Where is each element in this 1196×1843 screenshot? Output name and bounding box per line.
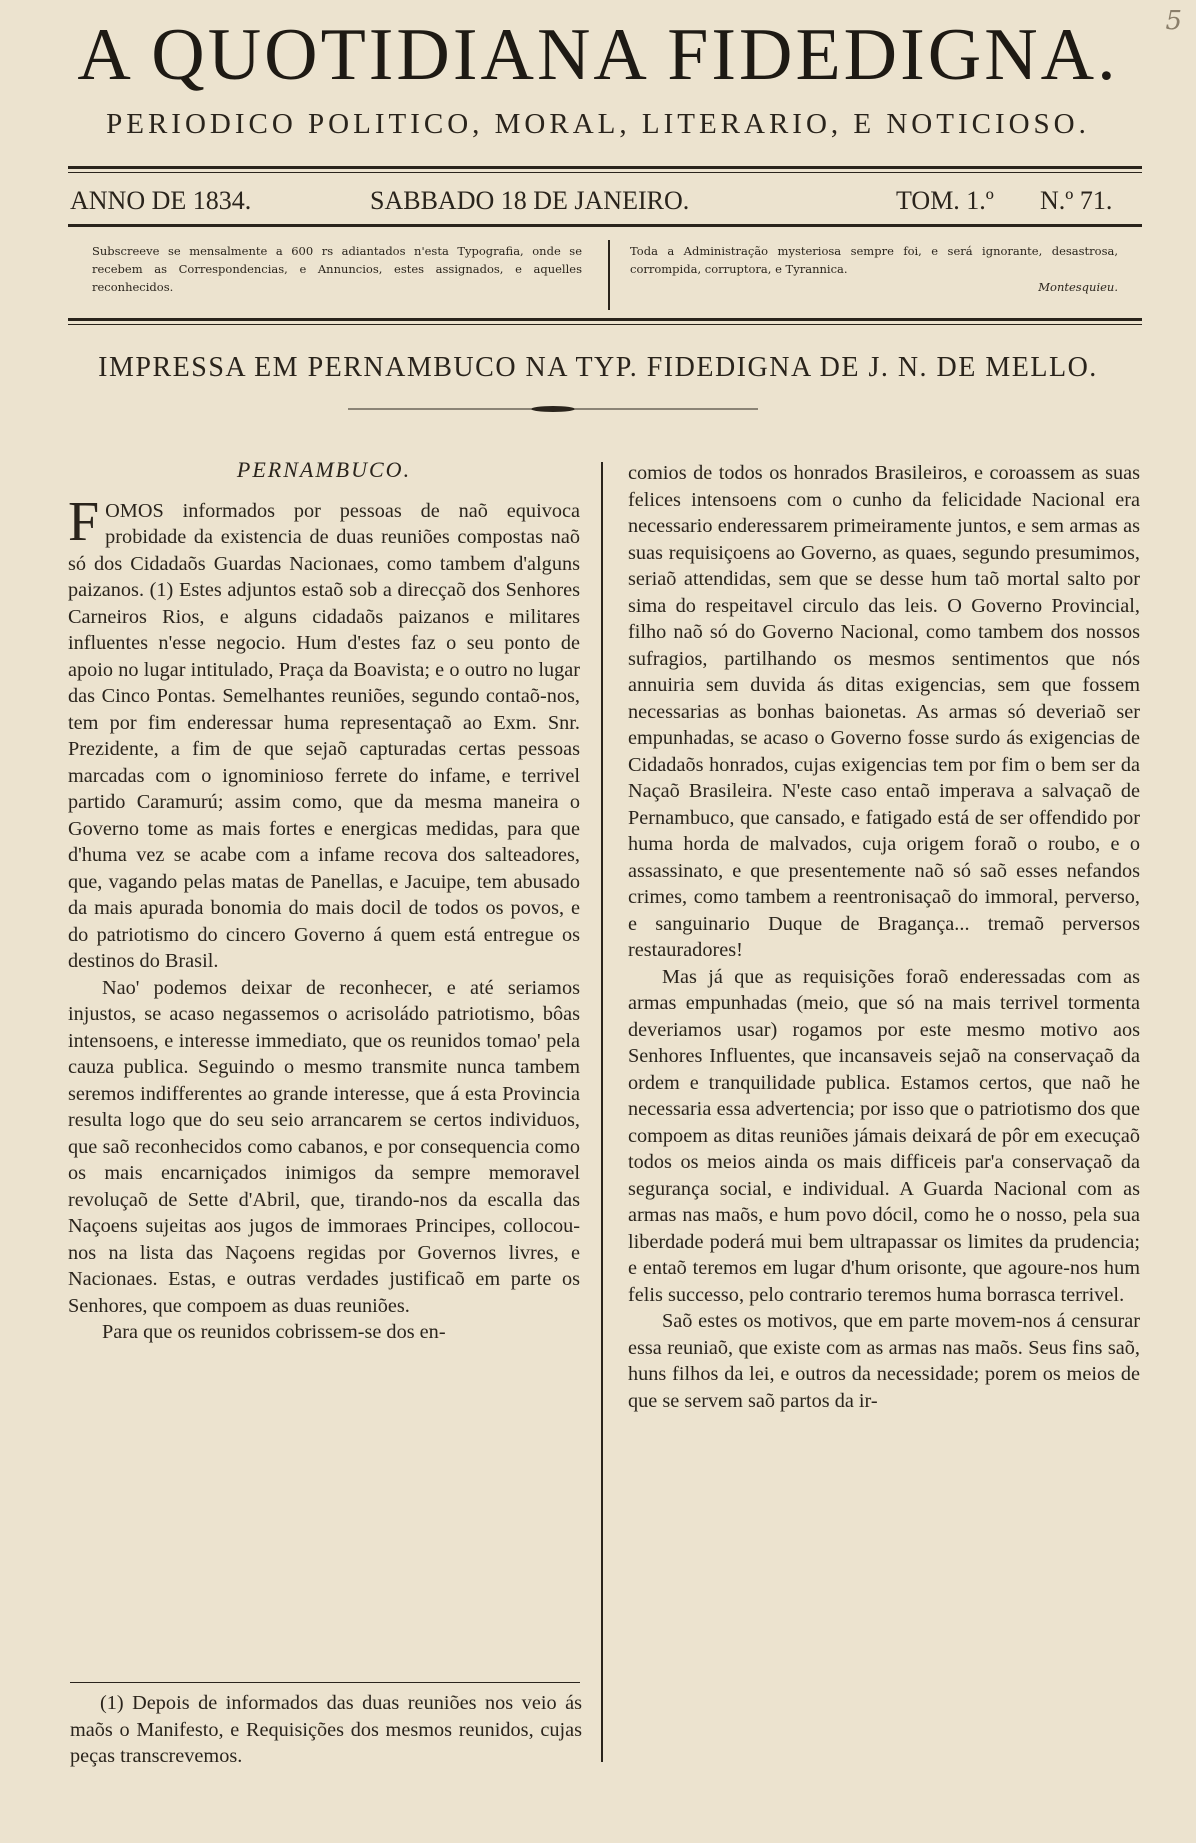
footnote-rule xyxy=(70,1682,580,1683)
article-column-left xyxy=(68,457,580,1346)
masthead-subtitle: PERIODICO POLITICO, MORAL, LITERARIO, E NOTICIOSO. xyxy=(106,108,1090,140)
issue-volume: TOM. 1.º xyxy=(896,186,994,215)
dateline xyxy=(70,186,1136,220)
masthead-title: A QUOTIDIANA FIDEDIGNA. xyxy=(77,14,1119,96)
masthead-rule-top-thin xyxy=(68,172,1142,173)
article-paragraph-2: Nao' podemos deixar de reconhecer, e até seriamos injustos, se acaso negassemos o acrisoládo patriotismo, bôas intensoens, e interesse immediato, que os reunidos tomao' pela cauza publica. Seguindo o mesmo transmite nunca tambem seremos indifferentes ao grande interesse, que á esta Provincia resulta logo que do seu seio arrancarem se certos individuos, que saõ reconhecidos como cabanos, e por consequencia como os mais encarniçados inimigos da sempre memoravel revoluçaõ de Sette d'Abril, que, tirando-nos da escalla das Naçoens sujeitas aos jugos de immoraes Principes, collocou-nos na lista das Naçoens regidas por Governos livres, e Nacionaes. Estas, e outras verdades justificaõ em parte os Senhores, que compoem as duas reuniões. xyxy=(68,976,580,1317)
article-paragraph-3: Para que os reunidos cobrissem-se dos en- xyxy=(102,1321,446,1343)
footnote xyxy=(70,1690,582,1770)
dateline-rule xyxy=(68,224,1142,227)
issue-year: ANNO DE 1834. xyxy=(70,186,252,215)
corner-mark: 5 xyxy=(1165,6,1182,36)
notice-rule xyxy=(68,318,1142,321)
imprint-line: IMPRESSA EM PERNAMBUCO NA TYP. FIDEDIGNA DE J. N. DE MELLO. xyxy=(98,352,1098,383)
epigraph xyxy=(630,242,1118,296)
column-divider xyxy=(601,462,603,1762)
notice-rule-thin xyxy=(68,324,1142,325)
footnote-text: (1) Depois de informados das duas reuniões nos veio ás maõs o Manifesto, e Requisições dos mesmos reunidos, cujas peças transcrevemos. xyxy=(70,1692,582,1767)
ornament-divider xyxy=(348,406,758,412)
issue-date: SABBADO 18 DE JANEIRO. xyxy=(370,186,690,215)
article-paragraph-1 xyxy=(68,490,580,975)
masthead-rule-top xyxy=(68,166,1142,169)
issue-number: N.º 71. xyxy=(1040,186,1113,215)
article-paragraph-6: Saõ estes os motivos, que em parte movem-nos á censurar essa reuniaõ, que existe com as armas nas maõs. Seus fins saõ, huns filhos da lei, e outros da necessidade; porem os meios de que se servem saõ partos da ir- xyxy=(628,1310,1140,1412)
epigraph-signature: Montesquieu. xyxy=(1038,280,1118,294)
subscription-notice: Subscreeve se mensalmente a 600 rs adiantados n'esta Typografia, onde se recebem as Correspondencias, e Annuncios, estes assignados, e aquelles reconhecidos. xyxy=(92,244,582,294)
article-paragraph-4: comios de todos os honrados Brasileiros, e coroassem as suas felices intensoens com o cunho da felicidade Nacional era necessario enderessarem primeiramente juntos, e sem armas as suas requisiçoens ao Governo, as quaes, segundo presumimos, seriaõ attendidas, sem que se desse hum taõ mortal salto por sima do respeitavel circulo das leis. O Governo Provincial, filho naõ só do Governo Nacional, como tambem dos nossos sufragios, partilhando os mesmos sentimentos que nós annuiria sem duvida ás ditas exigencias, sem que fossem necessarias as bonhas baionetas. As armas só deveriaõ ser empunhadas, se acaso o Governo fosse surdo ás exigencias de Cidadaõs honrados, cujas exigencias tem por fim o bem ser da Naçaõ Brasileira. N'este caso entaõ imperava a salvaçaõ de Pernambuco, que cansado, e fatigado está de ser offendido por huma horda de malvados, cuja origem foraõ o roubo, e o assassinato, e que presentemente naõ só saõ esses nefandos crimes, como tambem a reentronisaçaõ do immoral, perverso, e sanguinario Duque de Bragança... tremaõ perversos restauradores! xyxy=(628,462,1140,961)
article-paragraph-5: Mas já que as requisições foraõ enderessadas com as armas empunhadas (meio, que só na mais terrivel tormenta deveriamos usar) rogamos por este mesmo motivo aos Senhores Influentes, que incansaveis sejaõ na conservaçaõ da ordem e tranquilidade publica. Estamos certos, que naõ he necessaria essa advertencia; por isso que o patriotismo dos que compoem as ditas reuniões jámais deixará de pôr em execuçaõ todos os meios ainda os mais difficeis par'a conservaçaõ da segurança social, e individual. A Guarda Nacional com as armas nas maõs, e hum povo dócil, como he o nosso, pela sua liberdade poderá mui bem ultrapassar os limites da prudencia; e entaõ teremos em lugar d'hum orisonte, que agoure-nos hum felis successo, pelo contrario teremos huma borrasca terrivel. xyxy=(628,965,1140,1306)
section-title: PERNAMBUCO. xyxy=(236,457,412,482)
article-column-right xyxy=(628,460,1140,1414)
article-paragraph-1-text: OMOS informados por pessoas de naõ equivoca probidade da existencia de duas reuniões compostas naõ só dos Cidadaõs Guardas Nacionaes, como tambem d'alguns paizanos. (1) Estes adjuntos estaõ sob a direcçaõ dos Senhores Carneiros Rios, e alguns cidadaõs paizanos e militares influentes n'esse negocio. Hum d'estes faz o seu ponto de apoio no lugar intitulado, Praça da Boavista; e o outro no lugar das Cinco Pontas. Semelhantes reuniões, segundo contaõ-nos, tem por fim enderessar huma representaçaõ ao Exm. Snr. Prezidente, a fim de que sejaõ capturadas certas pessoas marcadas com o ignominioso ferrete do infame, e terrivel partido Caramurú; assim como, que da mesma maneira o Governo tome as mais fortes e energicas medidas, para que d'huma vez se acabe com a infame recova dos salteadores, que, vagando pelas matas de Panellas, e Jacuipe, tem abusado da mais apurada bonomia do mais docil de todos os povos, e do patriotismo do cincero Governo á quem está entregue os destinos do Brasil. xyxy=(68,499,580,972)
epigraph-text: Toda a Administração mysteriosa sempre foi, e será ignorante, desastrosa, corrompida, corruptora, e Tyrannica. xyxy=(630,244,1118,276)
drop-cap: F xyxy=(68,490,100,553)
notice-divider xyxy=(608,240,610,310)
